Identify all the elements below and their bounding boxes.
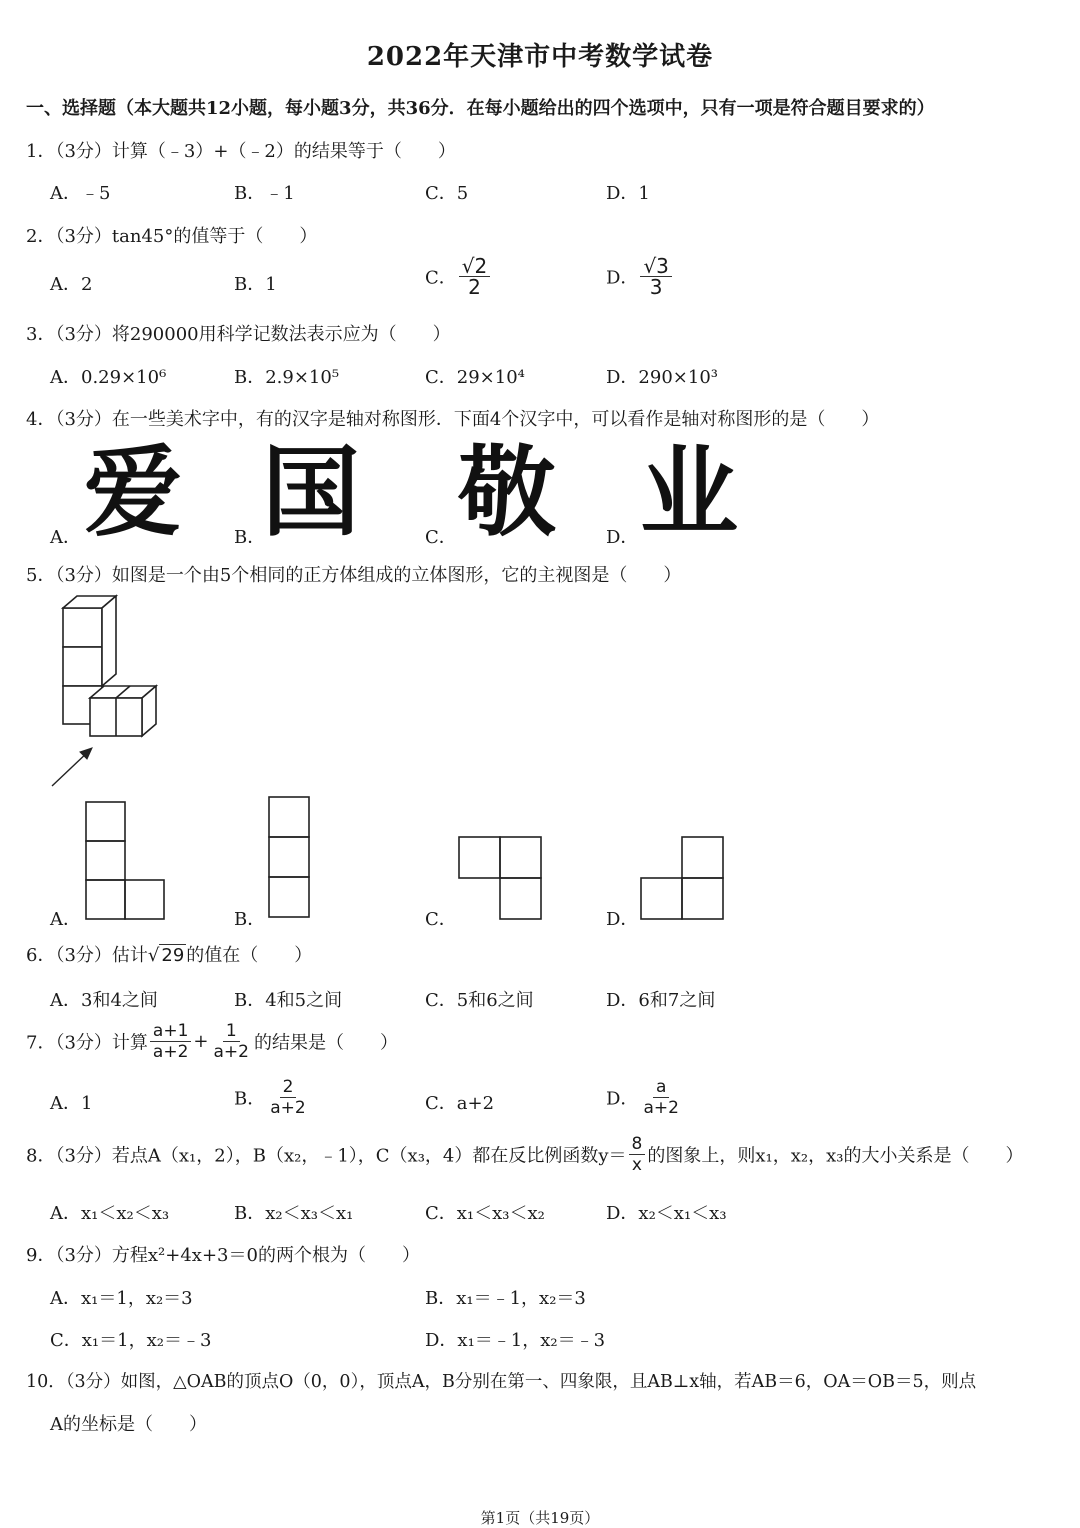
stem-text: 8．（3分）若点A（x₁，2），B（x₂，﹣1），C（x₃，4）都在反比例函数y＝ (26, 1145, 627, 1167)
option-label: D． (606, 1088, 639, 1110)
q5-option-b: B． (234, 909, 266, 930)
fraction-numerator: 8 (629, 1134, 646, 1155)
stem-text: 的结果是（ ） (253, 1032, 398, 1054)
fraction-denominator: a+2 (152, 1042, 189, 1062)
fraction-numerator: √3 (640, 256, 671, 277)
fraction-denominator: a+2 (213, 1042, 249, 1062)
q4-option-d: D． (606, 527, 639, 548)
stem-text: 的值在（ ） (186, 945, 313, 966)
hanzi-ai: 爱 (84, 436, 183, 550)
q7-option-a: A．1 (50, 1093, 93, 1114)
option-label: C． (425, 267, 457, 289)
option-d-view-figure (639, 835, 725, 921)
fraction-numerator: a (653, 1077, 669, 1098)
q2-option-c (425, 256, 492, 297)
q6-option-a: A．3和4之间 (50, 990, 158, 1011)
q1-option-c: C．5 (425, 183, 469, 204)
q9-option-c: C．x₁＝1，x₂＝﹣3 (50, 1330, 212, 1351)
option-label: D． (606, 267, 639, 289)
fraction-denominator: x (631, 1155, 642, 1175)
square-root-29: √ 29 (147, 945, 185, 966)
q4-option-b: B． (234, 527, 266, 548)
q7-option-d (606, 1077, 684, 1118)
q8-option-a: A．x₁＜x₂＜x₃ (50, 1203, 170, 1224)
fraction-numerator: √2 (459, 256, 490, 277)
question-9-stem: 9．（3分）方程x²+4x+3＝0的两个根为（ ） (26, 1245, 420, 1266)
section-heading: 一、选择题（本大题共12小题，每小题3分，共36分．在每小题给出的四个选项中，只有一项是符合题目要求的） (26, 98, 935, 119)
stem-text: 的图象上，则x₁，x₂，x₃的大小关系是（ ） (647, 1145, 1024, 1167)
cube-stack-figure (40, 590, 170, 790)
q7-option-b (234, 1077, 311, 1118)
q3-option-b: B．2.9×10⁵ (234, 367, 340, 388)
q2-option-d (606, 256, 674, 297)
q7-option-c: C．a+2 (425, 1093, 495, 1114)
question-10-stem-line1: 10．（3分）如图，△OAB的顶点O（0，0），顶点A，B分别在第一、四象限，且AB⊥x轴，若AB＝6，OA＝OB＝5，则点 (26, 1372, 977, 1392)
option-label: B． (234, 1088, 266, 1110)
q3-option-c: C．29×10⁴ (425, 367, 525, 388)
q1-option-a: A．﹣5 (50, 183, 111, 204)
question-10-stem-line2: A的坐标是（ ） (50, 1414, 207, 1435)
stem-text: 6．（3分）估计 (26, 945, 148, 966)
fraction-denominator: a+2 (270, 1098, 306, 1118)
question-6-stem (26, 941, 312, 967)
q8-option-d: D．x₂＜x₁＜x₃ (606, 1203, 727, 1224)
q5-option-a: A． (50, 909, 81, 930)
q6-option-c: C．5和6之间 (425, 990, 534, 1011)
fraction-numerator: 1 (223, 1021, 240, 1042)
q5-option-c: C． (425, 909, 457, 930)
question-2-stem: 2．（3分）tan45°的值等于（ ） (26, 226, 318, 247)
stem-text: 7．（3分）计算 (26, 1032, 148, 1054)
q2-option-a: A．2 (50, 274, 93, 295)
question-1-stem: 1．（3分）计算（﹣3）+（﹣2）的结果等于（ ） (26, 141, 456, 162)
q3-option-a: A．0.29×10⁶ (50, 367, 167, 388)
q3-option-d: D．290×10³ (606, 367, 718, 388)
q4-option-c: C． (425, 527, 457, 548)
q6-option-d: D．6和7之间 (606, 990, 716, 1011)
q9-option-d: D．x₁＝﹣1，x₂＝﹣3 (425, 1330, 606, 1351)
fraction-denominator: a+2 (643, 1098, 679, 1118)
fraction-numerator: a+1 (150, 1021, 191, 1042)
option-c-view-figure (457, 835, 543, 921)
option-b-view-figure (267, 795, 311, 921)
q8-option-c: C．x₁＜x₃＜x₂ (425, 1203, 545, 1224)
question-7-stem (26, 1021, 398, 1062)
q6-option-b: B．4和5之间 (234, 990, 343, 1011)
q1-option-d: D．1 (606, 183, 650, 204)
hanzi-jing: 敬 (458, 436, 557, 550)
radicand: 29 (161, 945, 185, 966)
fraction-denominator: 2 (468, 275, 481, 299)
cube-front-face (63, 608, 102, 647)
question-3-stem: 3．（3分）将290000用科学记数法表示应为（ ） (26, 324, 451, 345)
fraction-numerator: 2 (280, 1077, 297, 1098)
cube-front-face (63, 647, 102, 686)
q1-option-b: B．﹣1 (234, 183, 295, 204)
option-a-view-figure (84, 800, 166, 922)
q9-option-b: B．x₁＝﹣1，x₂＝3 (425, 1288, 586, 1309)
page-title: 2022年天津市中考数学试卷 (366, 42, 714, 72)
question-5-stem: 5．（3分）如图是一个由5个相同的正方体组成的立体图形，它的主视图是（ ） (26, 565, 682, 586)
question-8-stem (26, 1134, 1023, 1175)
q9-option-a: A．x₁＝1，x₂＝3 (50, 1288, 193, 1309)
q5-option-d: D． (606, 909, 639, 930)
plus-sign: + (193, 1031, 209, 1052)
page-footer: 第1页（共19页） (480, 1509, 600, 1527)
cube-side-face (102, 596, 116, 686)
hanzi-ye: 业 (640, 436, 739, 550)
fraction-denominator: 3 (649, 275, 663, 299)
q2-option-b: B．1 (234, 274, 277, 295)
q8-option-b: B．x₂＜x₃＜x₁ (234, 1203, 354, 1224)
hanzi-guo: 国 (262, 436, 361, 550)
q4-option-a: A． (50, 527, 81, 548)
question-4-stem: 4．（3分）在一些美术字中，有的汉字是轴对称图形．下面4个汉字中，可以看作是轴对称图形的是（ ） (26, 409, 880, 430)
